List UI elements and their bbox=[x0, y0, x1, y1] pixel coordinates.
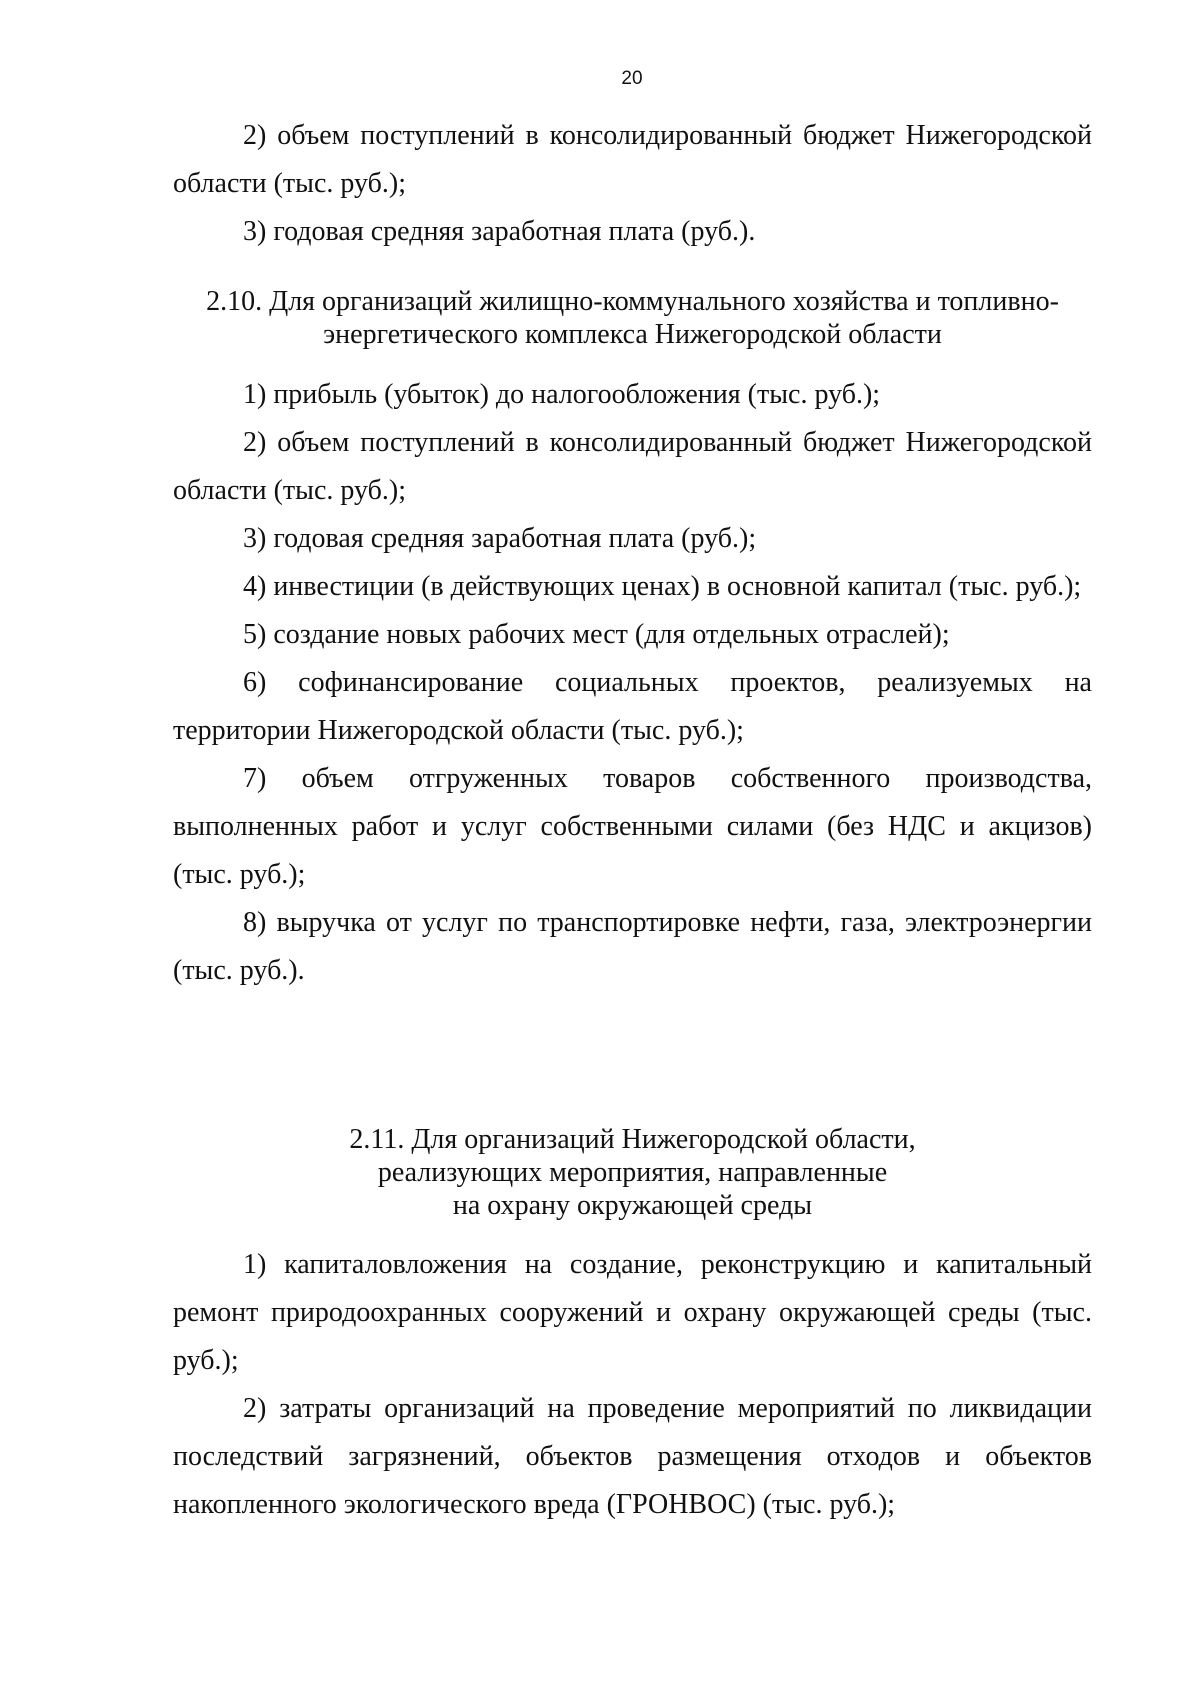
heading-line: 2.10. Для организаций жилищно-коммунального хозяйства и топливно- bbox=[206, 286, 1059, 317]
heading-line: энергетического комплекса Нижегородской области bbox=[323, 319, 942, 350]
list-item: 2) объем поступлений в консолидированный бюджет Нижегородской области (тыс. руб.); bbox=[173, 427, 1092, 506]
heading-line: на охрану окружающей среды bbox=[452, 1190, 813, 1221]
list-item: 2) объем поступлений в консолидированный бюджет Нижегородской области (тыс. руб.); bbox=[173, 120, 1092, 199]
section-2-10-list bbox=[173, 371, 1092, 995]
list-item: 7) объем отгруженных товаров собственного производства, выполненных работ и услуг собственными силами (без НДС и акцизов) (тыс. руб.); bbox=[173, 763, 1092, 890]
section-2-11-list bbox=[173, 1241, 1092, 1529]
list-item: 2) затраты организаций на проведение мероприятий по ликвидации последствий загрязнений, объектов размещения отходов и объектов накопленного экологического вреда (ГРОНВОС) (тыс. руб.); bbox=[173, 1393, 1092, 1520]
heading-line: реализующих мероприятия, направленные bbox=[377, 1157, 888, 1188]
list-item: 5) создание новых рабочих мест (для отдельных отраслей); bbox=[243, 619, 950, 650]
list-item: 1) капиталовложения на создание, реконструкцию и капитальный ремонт природоохранных сооружений и охрану окружающей среды (тыс. руб.); bbox=[173, 1249, 1092, 1376]
page-number: 20 bbox=[621, 68, 643, 89]
list-item: 4) инвестиции (в действующих ценах) в основной капитал (тыс. руб.); bbox=[243, 571, 1082, 602]
section-heading-2-10 bbox=[173, 285, 1092, 351]
section-heading-2-11 bbox=[173, 1123, 1092, 1222]
heading-line: 2.11. Для организаций Нижегородской области, bbox=[349, 1124, 916, 1155]
list-item: 1) прибыль (убыток) до налогообложения (тыс. руб.); bbox=[243, 379, 881, 410]
list-item: 6) софинансирование социальных проектов, реализуемых на территории Нижегородской области (тыс. руб.); bbox=[173, 667, 1092, 746]
list-item: 8) выручка от услуг по транспортировке нефти, газа, электроэнергии (тыс. руб.). bbox=[173, 907, 1092, 986]
previous-section-list bbox=[173, 112, 1092, 256]
list-item: 3) годовая средняя заработная плата (руб.); bbox=[243, 523, 757, 554]
list-item: 3) годовая средняя заработная плата (руб.). bbox=[243, 216, 756, 247]
